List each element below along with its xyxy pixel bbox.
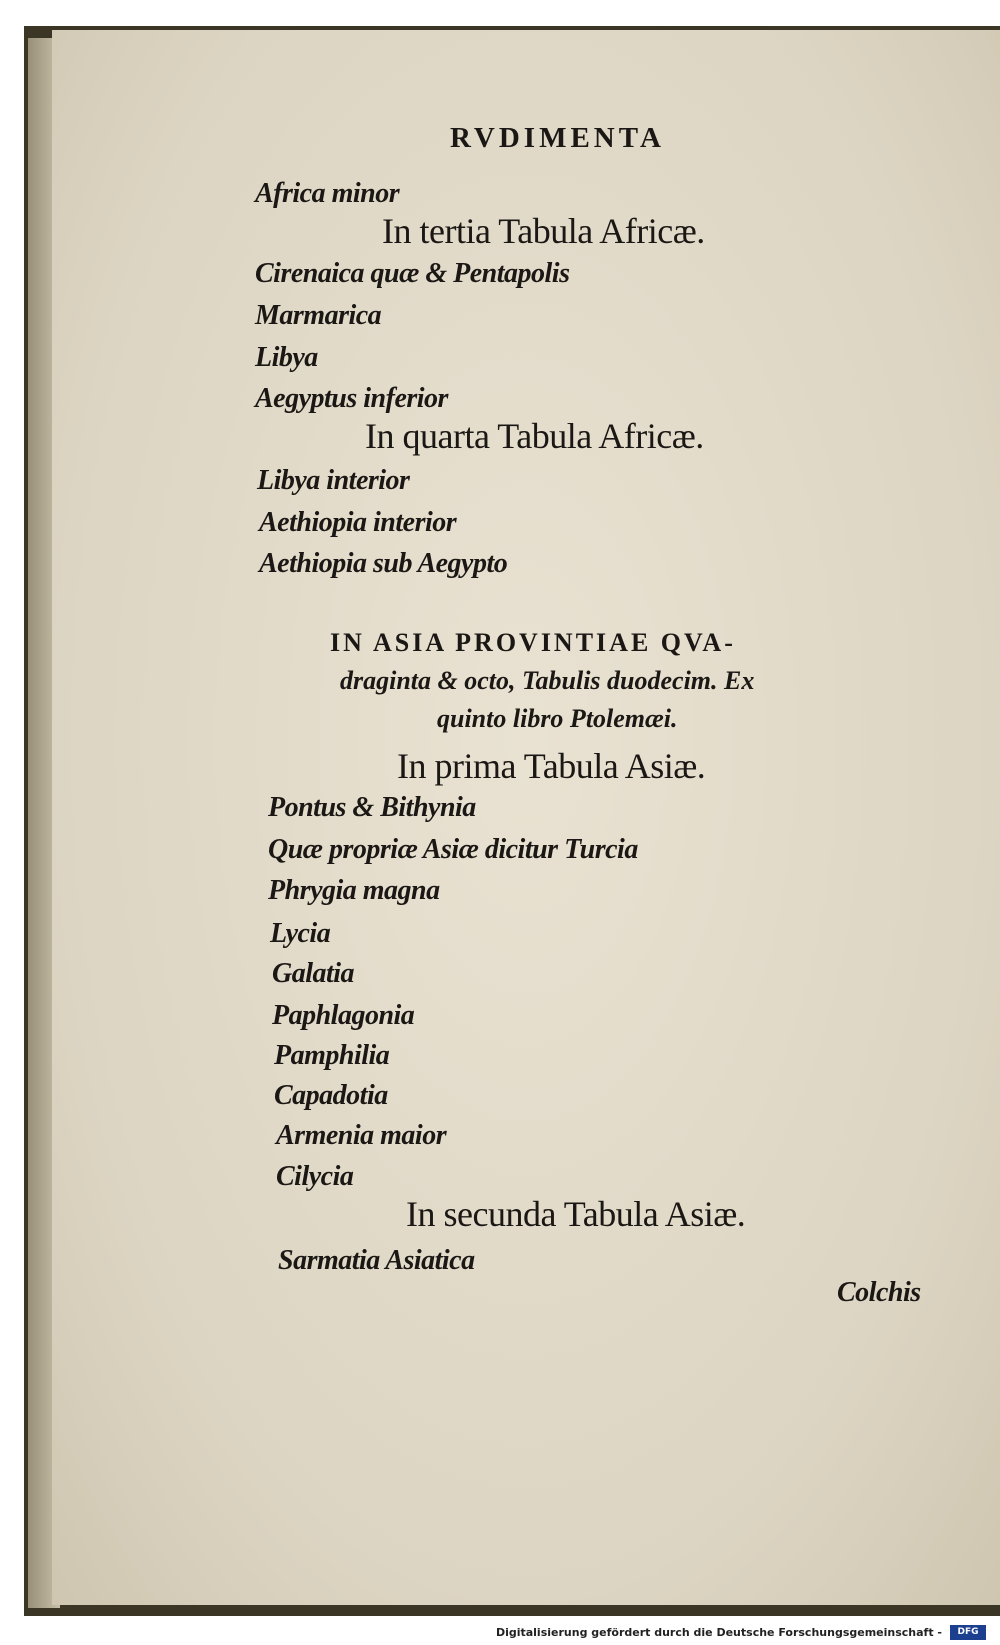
section-subheading: quinto libro Ptolemæi. — [437, 704, 678, 733]
section-heading: IN ASIA PROVINTIAE QVA- — [330, 628, 736, 657]
text-line: Phrygia magna — [268, 875, 440, 906]
running-head: RVDIMENTA — [450, 122, 665, 154]
footer-credit: Digitalisierung gefördert durch die Deutsche Forschungsgemeinschaft - — [495, 1626, 942, 1639]
text-line: Aethiopia interior — [259, 507, 457, 538]
book-page — [52, 30, 1000, 1605]
text-line: Marmarica — [255, 300, 382, 331]
table-heading: In quarta Tabula Africæ. — [365, 416, 704, 456]
text-line: Libya — [255, 342, 318, 373]
text-line: Capadotia — [274, 1080, 388, 1111]
table-heading: In tertia Tabula Africæ. — [382, 211, 705, 251]
text-line: Quæ propriæ Asiæ dicitur Turcia — [268, 834, 638, 865]
digitization-footer — [0, 1622, 1000, 1645]
dfg-logo: DFG — [950, 1625, 986, 1640]
text-line: Libya interior — [257, 465, 410, 496]
text-line: Africa minor — [255, 178, 400, 209]
text-line: Cilycia — [276, 1161, 354, 1192]
text-line: Aegyptus inferior — [255, 383, 448, 414]
text-line: Sarmatia Asiatica — [278, 1245, 475, 1276]
text-line: Armenia maior — [276, 1120, 447, 1151]
text-line: Paphlagonia — [272, 1000, 415, 1031]
text-line: Lycia — [270, 918, 331, 949]
table-heading: In prima Tabula Asiæ. — [397, 746, 706, 786]
text-line: Aethiopia sub Aegypto — [259, 548, 508, 579]
catchword: Colchis — [837, 1277, 921, 1308]
text-line: Pontus & Bithynia — [268, 792, 476, 823]
text-line: Cirenaica quæ & Pentapolis — [255, 258, 570, 289]
text-line: Galatia — [272, 958, 355, 989]
section-subheading: draginta & octo, Tabulis duodecim. Ex — [340, 666, 755, 695]
table-heading: In secunda Tabula Asiæ. — [406, 1194, 746, 1234]
text-line: Pamphilia — [274, 1040, 390, 1071]
